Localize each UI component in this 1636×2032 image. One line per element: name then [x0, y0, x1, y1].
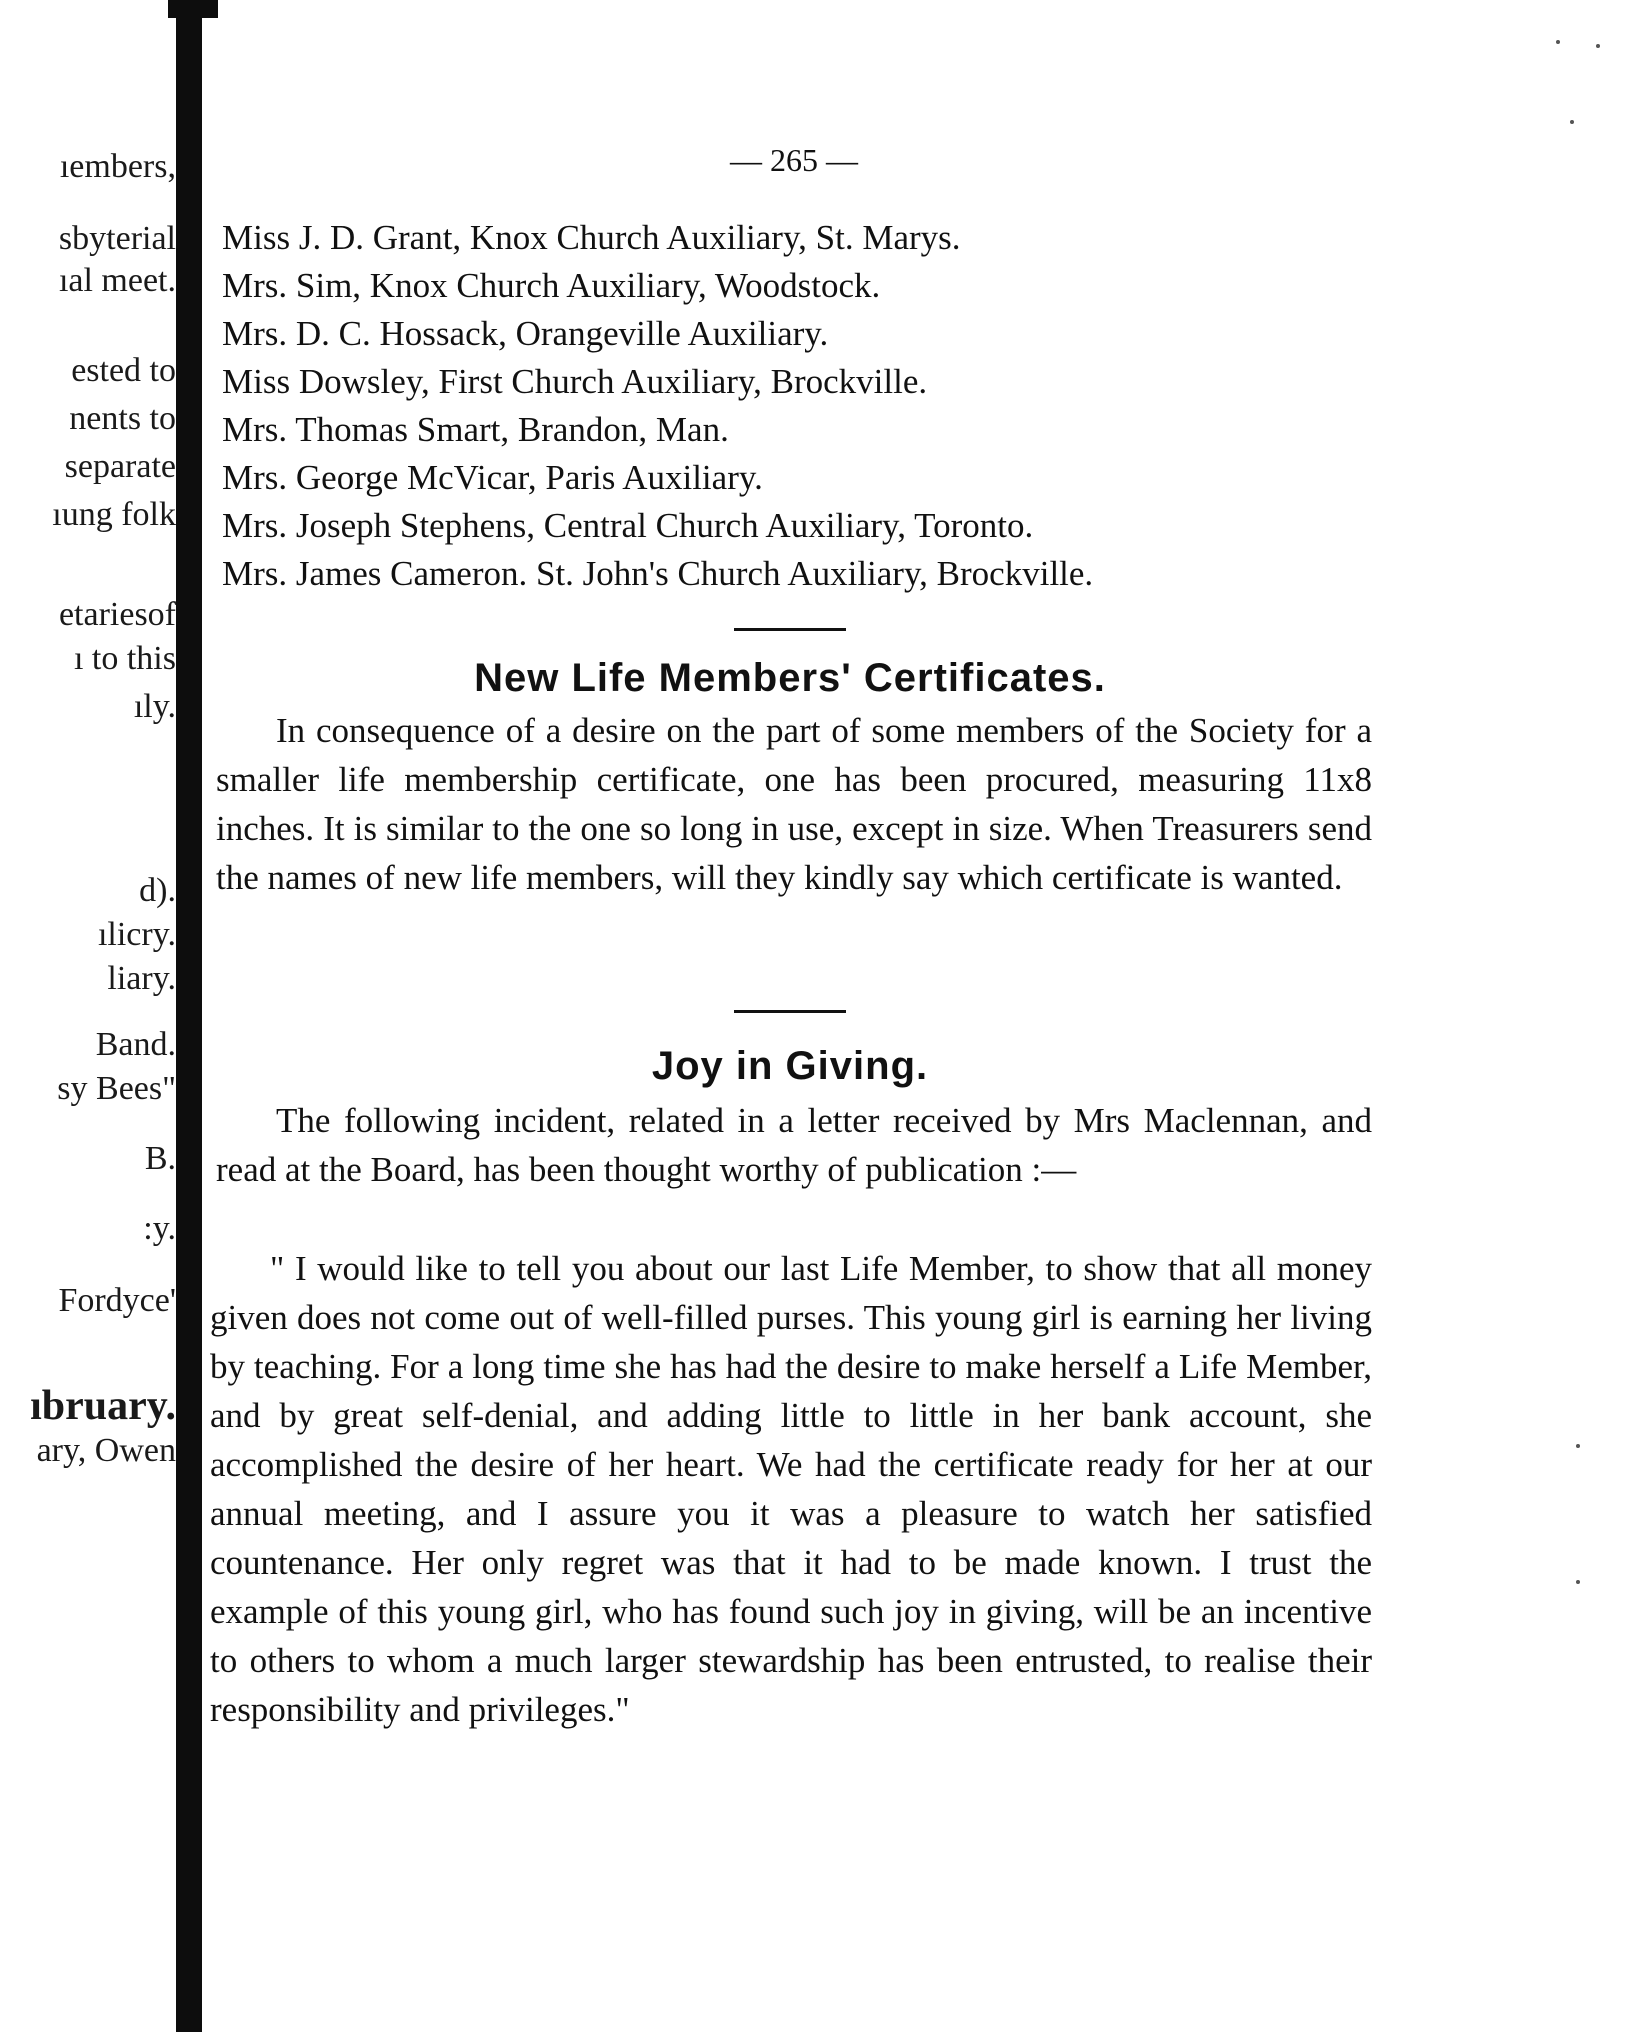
facing-page-fragment: etariesof — [58, 596, 176, 633]
facing-page-fragment: Fordyce' — [58, 1282, 176, 1319]
facing-page-fragment: ı to this — [73, 640, 176, 677]
facing-page-fragment: liary. — [107, 960, 176, 997]
facing-page-fragment: ary, Owen — [36, 1432, 176, 1469]
scan-speck — [1576, 1580, 1580, 1584]
auxiliary-list-item: Mrs. Sim, Knox Church Auxiliary, Woodstock. — [222, 266, 881, 305]
facing-page-fragment: B. — [144, 1140, 176, 1177]
facing-page-fragment: ested to — [71, 352, 176, 389]
facing-page-fragment: ıembers, — [59, 148, 176, 185]
facing-page-fragment: sbyterial — [58, 220, 176, 257]
facing-page-fragment: nents to — [69, 400, 176, 437]
certificates-paragraph: In consequence of a desire on the part of some members of the Society for a smaller life membership certificate, one has been procured, measuring 11x8 inches. It is similar to the one so long in use, except in size. When Treasurers send the names of new life members, will they kindly say which certificate is wanted. — [216, 711, 1372, 897]
auxiliary-list-item: Mrs. D. C. Hossack, Orangeville Auxiliary. — [222, 314, 829, 353]
joy-intro-paragraph: The following incident, related in a letter received by Mrs Maclennan, and read at the Board, has been thought worthy of publication :— — [216, 1101, 1372, 1189]
page-number: — 265 — — [730, 142, 858, 178]
auxiliary-list — [222, 214, 1093, 598]
auxiliary-list-item: Mrs. James Cameron. St. John's Church Auxiliary, Brockville. — [222, 554, 1094, 593]
facing-page-fragment: Band. — [95, 1026, 176, 1063]
joy-in-giving-heading: Joy in Giving. — [651, 1044, 929, 1088]
facing-page-fragment: sy Bees" — [57, 1070, 176, 1107]
joy-quote-paragraph: " I would like to tell you about our last Life Member, to show that all money given does not come out of well-filled purses. This young girl is earning her living by teaching. For a long time she has had the desire to make herself a Life Member, and by great self-denial, and adding little to little in her bank account, she accomplished the desire of her heart. We had the certificate ready for her at our annual meeting, and I assure you it was a pleasure to watch her satisfied countenance. Her only regret was that it had to be made known. I trust the example of this young girl, who has found such joy in giving, will be an incentive to others to whom a much larger stewardship has been entrusted, to realise their responsibility and privileges." — [210, 1249, 1372, 1729]
auxiliary-list-item: Miss Dowsley, First Church Auxiliary, Brockville. — [222, 362, 928, 401]
facing-page-fragment: ıal meet. — [58, 262, 176, 299]
left-page-margin-fragments — [0, 0, 176, 2032]
page-binding-gutter — [176, 0, 202, 2032]
certificates-heading: New Life Members' Certificates. — [474, 656, 1106, 700]
facing-page-fragment: d). — [139, 872, 176, 909]
facing-page-fragment: ıly. — [133, 688, 176, 725]
facing-page-fragment: ıbruary. — [30, 1383, 176, 1429]
auxiliary-list-item: Mrs. George McVicar, Paris Auxiliary. — [222, 458, 763, 497]
section-divider — [734, 1010, 846, 1013]
auxiliary-list-item: Mrs. Joseph Stephens, Central Church Auxiliary, Toronto. — [222, 506, 1034, 545]
section-divider — [734, 628, 846, 631]
facing-page-fragment: ıung folk — [52, 496, 176, 533]
scan-speck — [1576, 1444, 1580, 1448]
page-265 — [210, 0, 1370, 2032]
scan-speck — [1570, 120, 1574, 124]
auxiliary-list-item: Miss J. D. Grant, Knox Church Auxiliary, St. Marys. — [222, 218, 961, 257]
facing-page-fragment: :y. — [143, 1210, 176, 1247]
facing-page-fragment: ılicry. — [97, 916, 176, 953]
scan-speck — [1596, 44, 1600, 48]
auxiliary-list-item: Mrs. Thomas Smart, Brandon, Man. — [222, 410, 729, 449]
scan-speck — [1556, 40, 1560, 44]
facing-page-fragment: separate — [64, 448, 176, 485]
